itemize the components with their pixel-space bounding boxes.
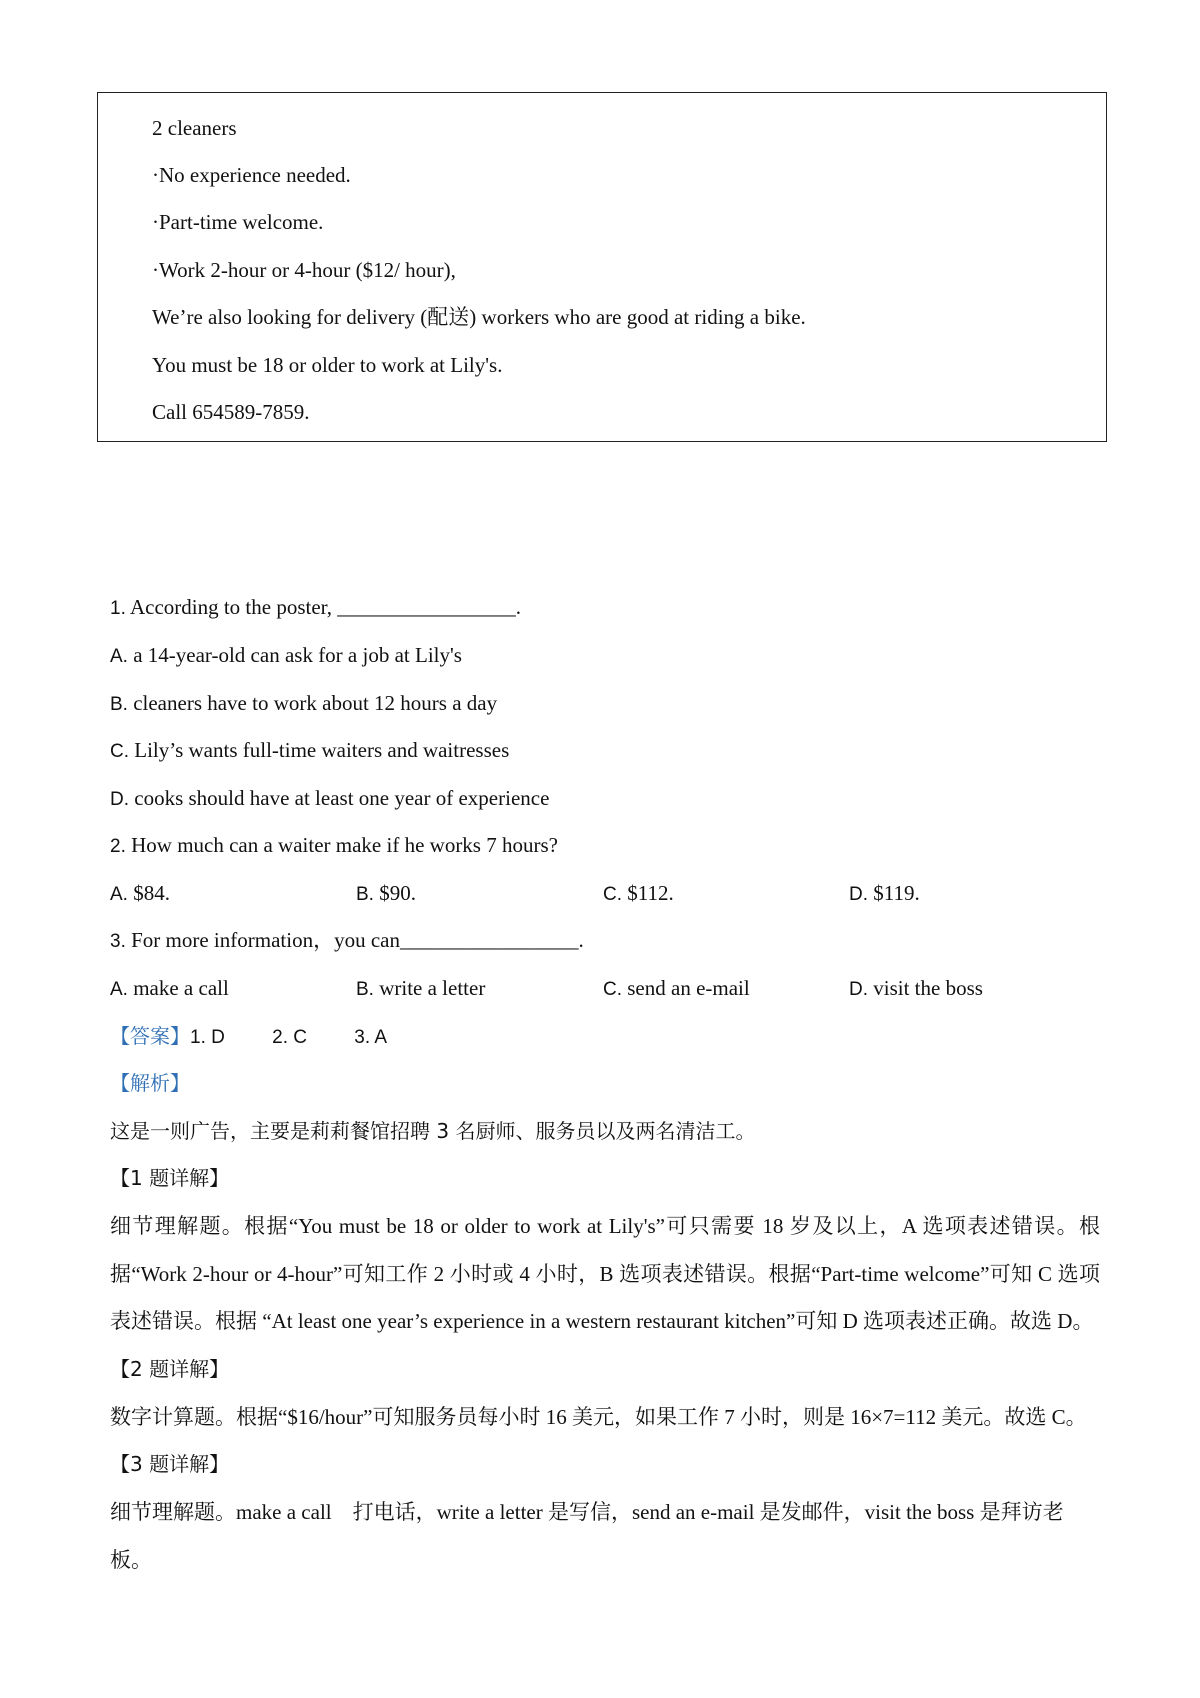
- option-label: A.: [110, 884, 128, 905]
- answer-item: 2. C: [272, 1027, 307, 1048]
- option-label: A.: [110, 979, 128, 1000]
- poster-box: [97, 92, 1107, 442]
- option-text: cooks should have at least one year of experience: [134, 786, 550, 810]
- option-text: $90.: [379, 881, 416, 905]
- option-label: C.: [110, 741, 129, 762]
- option-3c: [603, 978, 750, 999]
- option-text: $119.: [873, 881, 920, 905]
- question-stem: According to the poster, _________________.: [129, 595, 522, 619]
- option-3b: [356, 978, 485, 999]
- detail-text-1: 细节理解题。根据“You must be 18 or older to work at Lily's”可只需要 18 岁及以上，A 选项表述错误。根据“Work 2-hour or 4-hour”可知工作 2 小时或 4 小时，B 选项表述错误。根据“Part-time welcome”可知 C 选项表述错误。根据 “At least one year’s experience in a western restaurant kitchen”可知 D 选项表述正确。故选 D。: [110, 1214, 1100, 1333]
- option-label: D.: [849, 884, 868, 905]
- option-2a: [110, 883, 170, 904]
- option-label: B.: [110, 694, 128, 715]
- option-1b: [110, 693, 497, 714]
- option-2d: [849, 883, 920, 904]
- option-label: C.: [603, 884, 622, 905]
- option-text: send an e-mail: [627, 976, 750, 1000]
- question-number: 3.: [110, 931, 126, 952]
- poster-line: Call 654589-7859.: [152, 400, 310, 424]
- question-stem: For more information，you can_________________.: [131, 928, 584, 952]
- poster-line: We’re also looking for delivery (配送) workers who are good at riding a bike.: [152, 305, 806, 329]
- option-text: write a letter: [379, 976, 486, 1000]
- option-text: a 14-year-old can ask for a job at Lily's: [133, 643, 462, 667]
- question-number: 2.: [110, 836, 126, 857]
- option-text: visit the boss: [873, 976, 983, 1000]
- question-stem: How much can a waiter make if he works 7 hours?: [131, 833, 558, 857]
- answer-item: 3. A: [354, 1027, 388, 1048]
- answer-row: [110, 1026, 387, 1047]
- question-3: [110, 930, 584, 951]
- detail-title-2: 【2 题详解】: [110, 1357, 230, 1381]
- option-label: B.: [356, 979, 374, 1000]
- option-1c: [110, 740, 509, 761]
- detail-text-3: 细节理解题。make a call 打电话，write a letter 是写信，send an e-mail 是发邮件，visit the boss 是拜访老板。: [110, 1500, 1064, 1572]
- option-2b: [356, 883, 416, 904]
- option-text: $84.: [133, 881, 170, 905]
- option-label: B.: [356, 884, 374, 905]
- detail-title-1: 【1 题详解】: [110, 1166, 230, 1190]
- option-label: D.: [849, 979, 868, 1000]
- option-label: C.: [603, 979, 622, 1000]
- option-label: D.: [110, 789, 129, 810]
- poster-line: ·Work 2-hour or 4-hour ($12/ hour),: [152, 258, 456, 282]
- option-text: cleaners have to work about 12 hours a day: [133, 691, 498, 715]
- option-3d: [849, 978, 983, 999]
- detail-text-2: 数字计算题。根据“$16/hour”可知服务员每小时 16 美元，如果工作 7 小时，则是 16×7=112 美元。故选 C。: [110, 1405, 1087, 1429]
- poster-line: 2 cleaners: [152, 116, 237, 140]
- question-number: 1.: [110, 598, 126, 619]
- answer-item: 1. D: [190, 1027, 225, 1048]
- poster-line: You must be 18 or older to work at Lily's.: [152, 353, 503, 377]
- question-2: [110, 835, 558, 856]
- option-text: make a call: [133, 976, 229, 1000]
- detail-title-3: 【3 题详解】: [110, 1452, 230, 1476]
- option-label: A.: [110, 646, 128, 667]
- question-1: [110, 597, 521, 618]
- analysis-intro: 这是一则广告，主要是莉莉餐馆招聘 3 名厨师、服务员以及两名清洁工。: [110, 1119, 756, 1143]
- answer-tag: 【答案】: [110, 1024, 190, 1048]
- poster-line: ·Part-time welcome.: [152, 210, 324, 234]
- analysis-tag: 【解析】: [110, 1071, 190, 1095]
- option-2c: [603, 883, 674, 904]
- poster-line: ·No experience needed.: [152, 163, 351, 187]
- option-3a: [110, 978, 229, 999]
- option-text: $112.: [627, 881, 674, 905]
- option-text: Lily’s wants full-time waiters and waitresses: [134, 738, 510, 762]
- option-1a: [110, 645, 462, 666]
- option-1d: [110, 788, 549, 809]
